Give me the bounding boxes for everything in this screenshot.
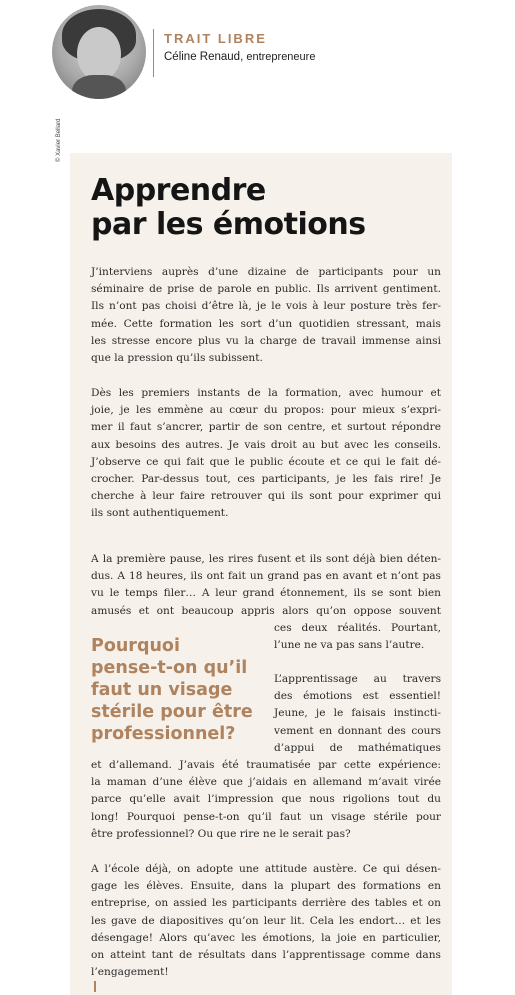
text-line: vu le temps filer… A leur grand étonnement, ils se sont bien [91, 587, 441, 600]
paragraph-5 [91, 861, 441, 992]
text-line: L’apprentissage au travers [274, 673, 441, 685]
header-divider [153, 29, 154, 77]
paragraph-3 [91, 551, 441, 620]
text-line: entreprise, on assied les participants derrière des tables et on [91, 897, 441, 910]
text-line: l’engagement! [91, 966, 169, 979]
column-kicker: TRAIT LIBRE [164, 31, 267, 46]
text-line: la maman d’une élève que j’aidais en allemand m’avait virée [91, 776, 441, 789]
text-line: désengage! Alors qu’avec les émotions, la joie en particulier, [91, 931, 441, 944]
title-line: par les émotions [91, 207, 366, 242]
end-mark [94, 981, 96, 992]
text-line: J’observe ce qui fait que le public écoute et ce qui le fait dé- [91, 455, 441, 468]
paragraph-4 [91, 757, 441, 843]
text-line: Jeune, je le faisais instincti- [274, 707, 441, 720]
text-line: et d’allemand. J’avais été traumatisée par cette expérience: [91, 759, 441, 771]
text-line: aux besoins des autres. Je vais droit au but avec les conseils. [91, 438, 441, 451]
text-line: A la première pause, les rires fusent et ils sont déjà bien déten- [91, 553, 441, 565]
text-line: Dès les premiers instants de la formation, avec humour et [91, 387, 441, 399]
article-title [91, 174, 451, 242]
text-line: les stresse encore plus vu la charge de travail immense ainsi [91, 334, 441, 347]
quote-line: stérile pour être [91, 702, 253, 722]
text-line: parce qu’elle avait l’impression que nous rigolions tout du [91, 793, 441, 806]
quote-line: professionnel? [91, 724, 236, 744]
text-line: A l’école déjà, on adopte une attitude austère. Ce qui désen- [91, 863, 441, 875]
pull-quote [91, 635, 267, 745]
paragraph-2 [91, 385, 441, 523]
text-line: amusés et ont beaucoup appris alors qu’on oppose souvent [91, 604, 441, 617]
quote-line: pense-t-on qu’il [91, 658, 248, 678]
text-line: être professionnel? Ou que rire ne le serait pas? [91, 827, 351, 840]
title-line: Apprendre [91, 173, 266, 208]
author-name: Céline Renaud, [164, 51, 244, 63]
text-line: des émotions est essentiel! [274, 690, 441, 703]
author-byline [164, 51, 315, 63]
author-photo [52, 5, 146, 99]
text-line: on atteint tant de résultats dans l’apprentissage comme dans [91, 949, 441, 962]
text-line: joie, je les emmène au cœur du propos: pour mieux s’expri- [91, 404, 441, 417]
paragraph-1 [91, 264, 441, 367]
text-line: Ils n’ont pas choisi d’être là, je le vois à leur posture très fer- [91, 300, 441, 313]
text-line: vement en donnant des cours [274, 724, 441, 737]
text-line: gage les élèves. Ensuite, dans la plupart des formations en [91, 880, 441, 893]
text-line: que la pression qu’ils subissent. [91, 352, 263, 365]
paragraph-3-right [274, 620, 441, 654]
text-line: mer il faut s’ancrer, partir de son centre, et surtout répondre [91, 421, 441, 434]
text-line: ils sont authentiquement. [91, 507, 229, 520]
quote-line: faut un visage [91, 680, 233, 700]
text-line: ces deux réalités. Pourtant, [274, 622, 441, 634]
text-line: long! Pourquoi pense-t-on qu’il faut un visage stérile pour [91, 810, 441, 823]
text-line: cherche à leur faire retrouver qui ils sont pour exprimer qui [91, 490, 441, 503]
text-line: crocher. Par-dessus tout, ces participants, je les fais rire! Je [91, 473, 441, 486]
text-line: séminaire de prise de parole en public. Ils arrivent gentiment. [91, 283, 441, 296]
text-line: les gave de diapositives qu’on leur lit. Cela les endort… et les [91, 914, 441, 927]
text-line: l’une ne va pas sans l’autre. [274, 639, 425, 652]
text-line: dus. A 18 heures, ils ont fait un grand pas en avant et n’ont pas [91, 570, 441, 583]
photo-credit: © Xavier Bellard [56, 118, 62, 162]
text-line: mée. Cette formation les sort d’un quotidien stressant, mais [91, 317, 441, 330]
author-role: entrepreneure [243, 51, 316, 63]
text-line: d’appui de mathématiques [274, 741, 441, 754]
text-line: J’interviens auprès d’une dizaine de participants pour un [91, 266, 441, 278]
quote-line: Pourquoi [91, 636, 180, 656]
paragraph-4-right [274, 671, 441, 757]
text-line-last [91, 964, 441, 992]
